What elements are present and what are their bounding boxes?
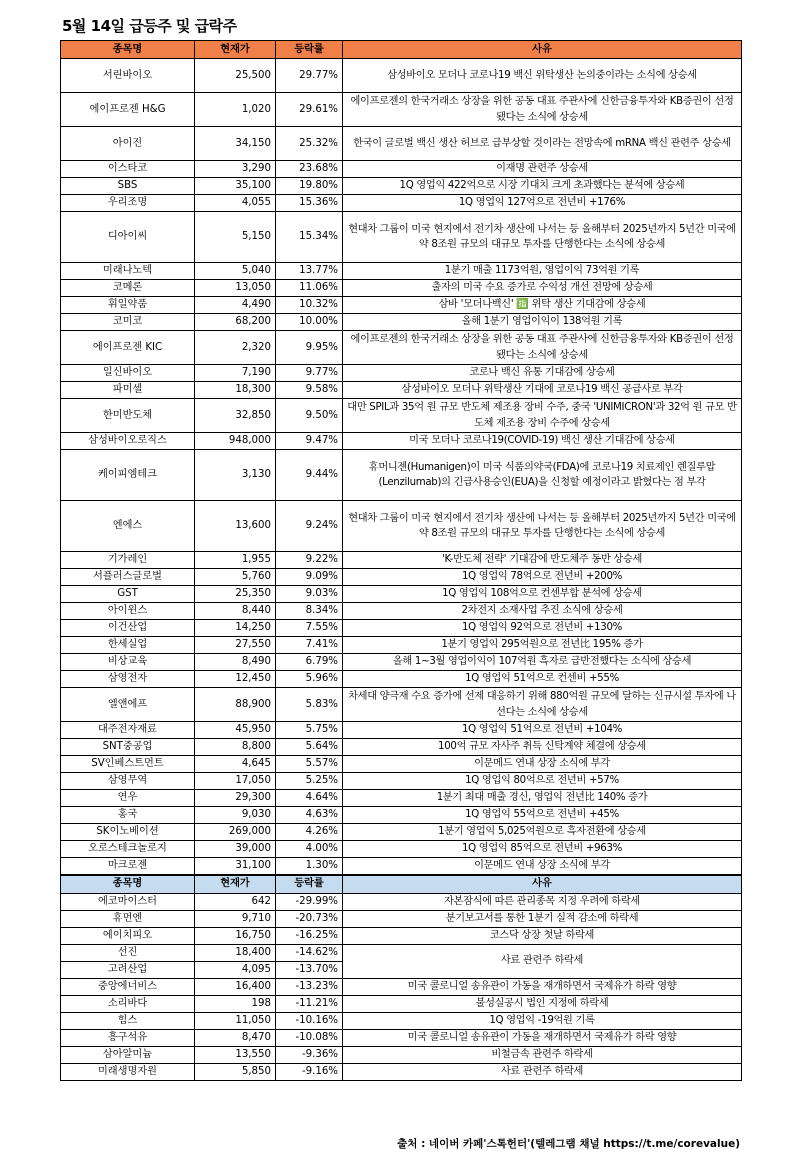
stock-reason: 코로나 백신 유통 기대감에 상승세: [343, 365, 742, 382]
stock-table: [60, 40, 742, 1081]
table-row: [61, 841, 742, 858]
stock-reason: 삼바 '모더나백신' 🈯 위탁 생산 기대감에 상승세: [343, 297, 742, 314]
stock-price: 16,750: [195, 927, 276, 944]
table-row: [61, 603, 742, 620]
stock-reason: 차세대 양극재 수요 증가에 선제 대응하기 위해 880억원 규모에 달하는 신규시설 투자에 나선다는 소식에 상승세: [343, 688, 742, 722]
stock-price: 4,055: [195, 195, 276, 212]
stock-reason: 올해 1분기 영업이익이 138억원 기록: [343, 314, 742, 331]
stock-change: 25.32%: [276, 127, 343, 161]
table-row: [61, 978, 742, 995]
table-row: [61, 1063, 742, 1080]
table-row: [61, 620, 742, 637]
stock-price: 9,710: [195, 910, 276, 927]
stock-price: 3,130: [195, 450, 276, 501]
table-row: [61, 263, 742, 280]
stock-reason: 1Q 영업익 80억으로 전년비 +57%: [343, 773, 742, 790]
stock-price: 5,760: [195, 569, 276, 586]
stock-change: 7.41%: [276, 637, 343, 654]
stock-change: 19.80%: [276, 178, 343, 195]
falling-header-row: [61, 875, 742, 894]
stock-change: -13.70%: [276, 961, 343, 978]
stock-change: 4.63%: [276, 807, 343, 824]
table-row: [61, 212, 742, 263]
stock-name: 오로스테크놀로지: [61, 841, 195, 858]
stock-reason: 휴머니젠(Humanigen)이 미국 식품의약국(FDA)에 코로나19 치료제인 렌질루맙(Lenzilumab)의 긴급사용승인(EUA)을 신청할 예정이라고 밝혔다는 점 부각: [343, 450, 742, 501]
stock-reason: 1Q 영업익 422억으로 시장 기대치 크게 초과했다는 분석에 상승세: [343, 178, 742, 195]
header-change: 등락률: [276, 41, 343, 59]
stock-name: 아이윈스: [61, 603, 195, 620]
stock-reason: 삼성바이오 모더나 위탁생산 기대에 코로나19 백신 공급사로 부각: [343, 382, 742, 399]
table-row: [61, 501, 742, 552]
stock-reason: 1Q 영업익 85억으로 전년비 +963%: [343, 841, 742, 858]
stock-price: 68,200: [195, 314, 276, 331]
table-row: [61, 654, 742, 671]
table-row: [61, 450, 742, 501]
stock-name: 미래나노텍: [61, 263, 195, 280]
stock-name: SBS: [61, 178, 195, 195]
stock-price: 198: [195, 995, 276, 1012]
stock-change: 4.64%: [276, 790, 343, 807]
stock-reason: 100억 규모 자사주 취득 신탁계약 체결에 상승세: [343, 739, 742, 756]
stock-reason: 1분기 영업익 295억원으로 전년比 195% 증가: [343, 637, 742, 654]
table-row: [61, 671, 742, 688]
stock-price: 39,000: [195, 841, 276, 858]
stock-reason: 1Q 영업익 55억으로 전년비 +45%: [343, 807, 742, 824]
stock-change: 9.77%: [276, 365, 343, 382]
stock-price: 1,020: [195, 93, 276, 127]
stock-price: 27,550: [195, 637, 276, 654]
stock-price: 45,950: [195, 722, 276, 739]
stock-change: 9.44%: [276, 450, 343, 501]
table-row: [61, 178, 742, 195]
stock-price: 11,050: [195, 1012, 276, 1029]
stock-price: 35,100: [195, 178, 276, 195]
stock-change: 5.57%: [276, 756, 343, 773]
stock-name: 이건산업: [61, 620, 195, 637]
header-change: 등락률: [276, 875, 343, 894]
stock-reason: 현대차 그룹이 미국 현지에서 전기차 생산에 나서는 등 올해부터 2025년까지 5년간 미국에 약 8조원 규모의 대규모 투자를 단행한다는 소식에 상승세: [343, 212, 742, 263]
table-row: [61, 1046, 742, 1063]
stock-change: 29.61%: [276, 93, 343, 127]
table-row: [61, 280, 742, 297]
stock-price: 12,450: [195, 671, 276, 688]
stock-change: -10.08%: [276, 1029, 343, 1046]
stock-name: SV인베스트먼트: [61, 756, 195, 773]
stock-price: 4,490: [195, 297, 276, 314]
stock-reason: 이문메드 연내 상장 소식에 부각: [343, 858, 742, 875]
stock-change: 6.79%: [276, 654, 343, 671]
stock-change: 29.77%: [276, 59, 343, 93]
stock-name: 우리조명: [61, 195, 195, 212]
table-row: [61, 637, 742, 654]
stock-name: 서린바이오: [61, 59, 195, 93]
table-row: [61, 790, 742, 807]
stock-price: 17,050: [195, 773, 276, 790]
stock-change: -29.99%: [276, 893, 343, 910]
stock-price: 8,470: [195, 1029, 276, 1046]
stock-name: 미래생명자원: [61, 1063, 195, 1080]
rising-header-row: [61, 41, 742, 59]
stock-change: 13.77%: [276, 263, 343, 280]
stock-reason: 삼성바이오 모더나 코로나19 백신 위탁생산 논의중이라는 소식에 상승세: [343, 59, 742, 93]
stock-change: 4.00%: [276, 841, 343, 858]
stock-reason: 1Q 영업익 78억으로 전년비 +200%: [343, 569, 742, 586]
stock-change: 9.22%: [276, 552, 343, 569]
stock-name: 케이피엠테크: [61, 450, 195, 501]
stock-price: 13,600: [195, 501, 276, 552]
stock-reason: 1Q 영업익 108억으로 컨센부합 분석에 상승세: [343, 586, 742, 603]
stock-change: 9.50%: [276, 399, 343, 433]
stock-price: 32,850: [195, 399, 276, 433]
stock-name: 엔에스: [61, 501, 195, 552]
table-row: [61, 995, 742, 1012]
table-row: [61, 756, 742, 773]
stock-price: 29,300: [195, 790, 276, 807]
stock-change: 5.64%: [276, 739, 343, 756]
stock-change: 9.58%: [276, 382, 343, 399]
stock-change: -16.25%: [276, 927, 343, 944]
stock-name: 서플러스글로벌: [61, 569, 195, 586]
stock-name: 삼성바이오로직스: [61, 433, 195, 450]
stock-name: 에이치피오: [61, 927, 195, 944]
header-reason: 사유: [343, 41, 742, 59]
stock-change: 4.26%: [276, 824, 343, 841]
header-price: 현재가: [195, 41, 276, 59]
stock-reason: 코스닥 상장 첫날 하락세: [343, 927, 742, 944]
table-row: [61, 927, 742, 944]
table-row: [61, 314, 742, 331]
stock-change: 9.47%: [276, 433, 343, 450]
stock-change: 5.96%: [276, 671, 343, 688]
stock-reason: 2차전지 소재사업 추진 소식에 상승세: [343, 603, 742, 620]
stock-price: 16,400: [195, 978, 276, 995]
table-row: [61, 944, 742, 961]
stock-change: 5.75%: [276, 722, 343, 739]
stock-change: 23.68%: [276, 161, 343, 178]
stock-reason: 1분기 최대 매출 경신, 영업익 전년比 140% 증가: [343, 790, 742, 807]
stock-reason: 사료 관련주 하락세: [343, 1063, 742, 1080]
stock-price: 948,000: [195, 433, 276, 450]
stock-price: 14,250: [195, 620, 276, 637]
table-row: [61, 552, 742, 569]
stock-change: -11.21%: [276, 995, 343, 1012]
table-row: [61, 569, 742, 586]
stock-change: -14.62%: [276, 944, 343, 961]
stock-price: 9,030: [195, 807, 276, 824]
table-row: [61, 807, 742, 824]
table-row: [61, 331, 742, 365]
stock-name: 휴먼엔: [61, 910, 195, 927]
table-row: [61, 1029, 742, 1046]
stock-reason: 불성실공시 법인 지정에 하락세: [343, 995, 742, 1012]
table-row: [61, 399, 742, 433]
stock-name: 이스타코: [61, 161, 195, 178]
stock-name: SK이노베이션: [61, 824, 195, 841]
table-row: [61, 910, 742, 927]
stock-price: 5,150: [195, 212, 276, 263]
stock-price: 8,490: [195, 654, 276, 671]
stock-change: 9.09%: [276, 569, 343, 586]
table-row: [61, 195, 742, 212]
stock-reason: 미국 모더나 코로나19(COVID-19) 백신 생산 기대감에 상승세: [343, 433, 742, 450]
stock-reason: 1Q 영업익 92억으로 전년비 +130%: [343, 620, 742, 637]
stock-name: 코메론: [61, 280, 195, 297]
stock-price: 8,440: [195, 603, 276, 620]
stock-name: 엘앤에프: [61, 688, 195, 722]
stock-reason: 자본잠식에 따른 관리종목 지정 우려에 하락세: [343, 893, 742, 910]
stock-name: GST: [61, 586, 195, 603]
stock-change: 7.55%: [276, 620, 343, 637]
stock-reason: 이재명 관련주 상승세: [343, 161, 742, 178]
header-name: 종목명: [61, 41, 195, 59]
stock-name: 한세실업: [61, 637, 195, 654]
stock-change: 10.32%: [276, 297, 343, 314]
stock-change: -9.36%: [276, 1046, 343, 1063]
stock-name: 소리바다: [61, 995, 195, 1012]
stock-change: 10.00%: [276, 314, 343, 331]
stock-reason: 분기보고서를 통한 1분기 실적 감소에 하락세: [343, 910, 742, 927]
stock-name: 에이프로젠 KIC: [61, 331, 195, 365]
stock-price: 13,050: [195, 280, 276, 297]
table-row: [61, 93, 742, 127]
stock-change: 15.36%: [276, 195, 343, 212]
table-row: [61, 586, 742, 603]
stock-reason: 현대차 그룹이 미국 현지에서 전기차 생산에 나서는 등 올해부터 2025년까지 5년간 미국에 약 8조원 규모의 대규모 투자를 단행한다는 소식에 상승세: [343, 501, 742, 552]
stock-name: 에코마이스터: [61, 893, 195, 910]
stock-reason: 올해 1~3월 영업이익이 107억원 흑자로 급반전했다는 소식에 상승세: [343, 654, 742, 671]
header-reason: 사유: [343, 875, 742, 894]
table-row: [61, 127, 742, 161]
stock-name: 삼영무역: [61, 773, 195, 790]
stock-change: -13.23%: [276, 978, 343, 995]
stock-reason: 미국 콜로니얼 송유관이 가동을 재개하면서 국제유가 하락 영향: [343, 1029, 742, 1046]
stock-change: 5.83%: [276, 688, 343, 722]
stock-price: 8,800: [195, 739, 276, 756]
table-row: [61, 688, 742, 722]
stock-change: -20.73%: [276, 910, 343, 927]
stock-reason: 1분기 매출 1173억원, 영업이익 73억원 기록: [343, 263, 742, 280]
stock-name: SNT중공업: [61, 739, 195, 756]
stock-price: 5,850: [195, 1063, 276, 1080]
stock-name: 코미코: [61, 314, 195, 331]
stock-price: 18,300: [195, 382, 276, 399]
stock-reason: 비철금속 관련주 하락세: [343, 1046, 742, 1063]
stock-price: 31,100: [195, 858, 276, 875]
table-row: [61, 1012, 742, 1029]
stock-price: 4,645: [195, 756, 276, 773]
table-row: [61, 893, 742, 910]
stock-change: 9.03%: [276, 586, 343, 603]
table-row: [61, 297, 742, 314]
stock-reason: 1Q 영업익 51억으로 컨센비 +55%: [343, 671, 742, 688]
stock-reason: 1Q 영업익 127억으로 전년비 +176%: [343, 195, 742, 212]
stock-name: 고려산업: [61, 961, 195, 978]
stock-reason: 'K-반도체 전략' 기대감에 반도체주 동반 상승세: [343, 552, 742, 569]
table-row: [61, 59, 742, 93]
stock-reason: 에이프로젠의 한국거래소 상장을 위한 공동 대표 주관사에 신한금융투자와 KB증권이 선정됐다는 소식에 상승세: [343, 93, 742, 127]
stock-price: 642: [195, 893, 276, 910]
stock-price: 269,000: [195, 824, 276, 841]
stock-name: 기가레인: [61, 552, 195, 569]
stock-name: 힘스: [61, 1012, 195, 1029]
stock-reason: 에이프로젠의 한국거래소 상장을 위한 공동 대표 주관사에 신한금융투자와 KB증권이 선정됐다는 소식에 상승세: [343, 331, 742, 365]
stock-reason: 1Q 영업익 -19억원 기록: [343, 1012, 742, 1029]
stock-reason: 한국이 글로벌 백신 생산 허브로 급부상할 것이라는 전망속에 mRNA 백신 관련주 상승세: [343, 127, 742, 161]
stock-change: 9.24%: [276, 501, 343, 552]
stock-name: 일신바이오: [61, 365, 195, 382]
stock-change: -9.16%: [276, 1063, 343, 1080]
stock-price: 88,900: [195, 688, 276, 722]
stock-reason: 사료 관련주 하락세: [343, 944, 742, 978]
table-row: [61, 773, 742, 790]
source-footer: 출처 : 네이버 카페'스톡헌터'(텔레그램 채널 https://t.me/corevalue): [397, 1138, 740, 1150]
page-title: 5월 14일 급등주 및 급락주: [62, 17, 237, 35]
stock-name: 한미반도체: [61, 399, 195, 433]
stock-reason: 미국 콜로니얼 송유관이 가동을 재개하면서 국제유가 하락 영향: [343, 978, 742, 995]
stock-name: 비상교육: [61, 654, 195, 671]
table-row: [61, 722, 742, 739]
stock-reason: 출자의 미국 수요 증가로 수익성 개선 전망에 상승세: [343, 280, 742, 297]
stock-price: 1,955: [195, 552, 276, 569]
stock-change: 5.25%: [276, 773, 343, 790]
stock-price: 25,350: [195, 586, 276, 603]
stock-price: 5,040: [195, 263, 276, 280]
stock-price: 34,150: [195, 127, 276, 161]
stock-name: 디아이씨: [61, 212, 195, 263]
header-name: 종목명: [61, 875, 195, 894]
stock-change: 11.06%: [276, 280, 343, 297]
stock-name: 삼영전자: [61, 671, 195, 688]
stock-name: 흥구석유: [61, 1029, 195, 1046]
stock-price: 4,095: [195, 961, 276, 978]
stock-change: 9.95%: [276, 331, 343, 365]
stock-price: 25,500: [195, 59, 276, 93]
table-row: [61, 824, 742, 841]
stock-name: 파미셀: [61, 382, 195, 399]
stock-reason: 1분기 영업익 5,025억원으로 흑자전환에 상승세: [343, 824, 742, 841]
stock-reason: 이문메드 연내 상장 소식에 부각: [343, 756, 742, 773]
stock-name: 연우: [61, 790, 195, 807]
stock-price: 7,190: [195, 365, 276, 382]
stock-change: 15.34%: [276, 212, 343, 263]
stock-price: 2,320: [195, 331, 276, 365]
stock-change: 1.30%: [276, 858, 343, 875]
stock-reason: 대만 SPIL과 35억 원 규모 반도체 제조용 장비 수주, 중국 'UNIMICRON'과 32억 원 규모 반도체 제조용 장비 수주에 상승세: [343, 399, 742, 433]
stock-reason: 1Q 영업익 51억으로 전년비 +104%: [343, 722, 742, 739]
table-row: [61, 382, 742, 399]
table-row: [61, 365, 742, 382]
stock-name: 삼아알미늄: [61, 1046, 195, 1063]
stock-price: 3,290: [195, 161, 276, 178]
stock-name: 홍국: [61, 807, 195, 824]
table-row: [61, 858, 742, 875]
stock-name: 마크로젠: [61, 858, 195, 875]
header-price: 현재가: [195, 875, 276, 894]
stock-price: 18,400: [195, 944, 276, 961]
stock-name: 휘일약품: [61, 297, 195, 314]
stock-change: -10.16%: [276, 1012, 343, 1029]
stock-price: 13,550: [195, 1046, 276, 1063]
table-row: [61, 739, 742, 756]
stock-name: 에이프로젠 H&G: [61, 93, 195, 127]
table-row: [61, 433, 742, 450]
stock-change: 8.34%: [276, 603, 343, 620]
stock-name: 선진: [61, 944, 195, 961]
stock-name: 중앙에너비스: [61, 978, 195, 995]
stock-name: 아이진: [61, 127, 195, 161]
table-row: [61, 161, 742, 178]
stock-name: 대주전자재료: [61, 722, 195, 739]
